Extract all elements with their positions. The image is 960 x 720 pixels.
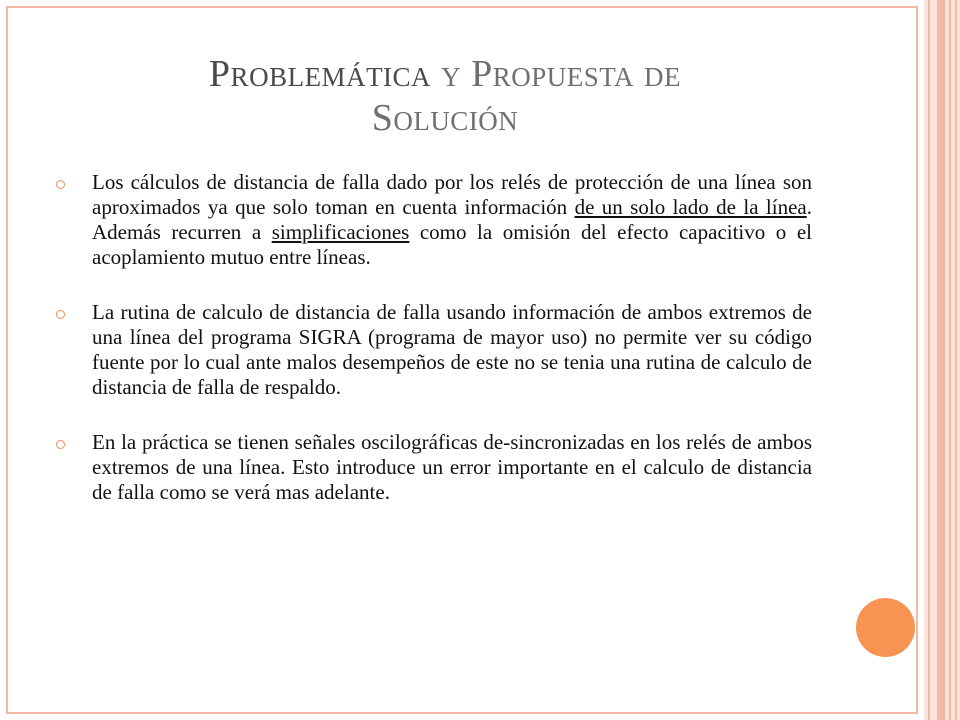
slide-title xyxy=(40,52,850,140)
bullet-circle-icon xyxy=(56,310,65,319)
title-word-3: Propuesta de xyxy=(471,53,682,95)
bullet-text: . Además recurren a xyxy=(92,195,812,244)
bullet-item xyxy=(56,430,812,505)
bullet-list xyxy=(56,170,812,535)
bullet-text: Los cálculos de distancia de falla dado por los relés de protección de una línea son aproximados ya que solo toman en cuenta información xyxy=(92,170,812,219)
underlined-text: simplificaciones xyxy=(271,220,410,244)
stripe-line xyxy=(928,0,930,720)
bullet-text: La rutina de calculo de distancia de falla usando información de ambos extremos de una línea del programa SIGRA (programa de mayor uso) no permite ver su código fuente por lo cual ante malos desempeños de este no se tenia una rutina de calculo de distancia de falla de respaldo. xyxy=(92,300,812,399)
bullet-item xyxy=(56,170,812,270)
title-word-1: Problemática xyxy=(208,53,432,95)
bullet-text: En la práctica se tienen señales oscilográficas de-sincronizadas en los relés de ambos extremos de una línea. Esto introduce un error importante en el calculo de distancia de falla como se verá mas adelante. xyxy=(92,430,812,504)
orange-circle-decoration xyxy=(856,598,915,657)
stripe-line xyxy=(955,0,957,720)
bullet-circle-icon xyxy=(56,180,65,189)
stripe-line xyxy=(937,0,945,720)
bullet-item xyxy=(56,300,812,400)
title-word-2: y xyxy=(431,53,472,95)
bullet-circle-icon xyxy=(56,440,65,449)
underlined-text: de un solo lado de la línea xyxy=(574,195,807,219)
stripe-line xyxy=(949,0,951,720)
title-word-4: Solución xyxy=(371,97,519,139)
bullet-text: como la omisión del efecto capacitivo o el acoplamiento mutuo entre líneas. xyxy=(92,220,812,269)
